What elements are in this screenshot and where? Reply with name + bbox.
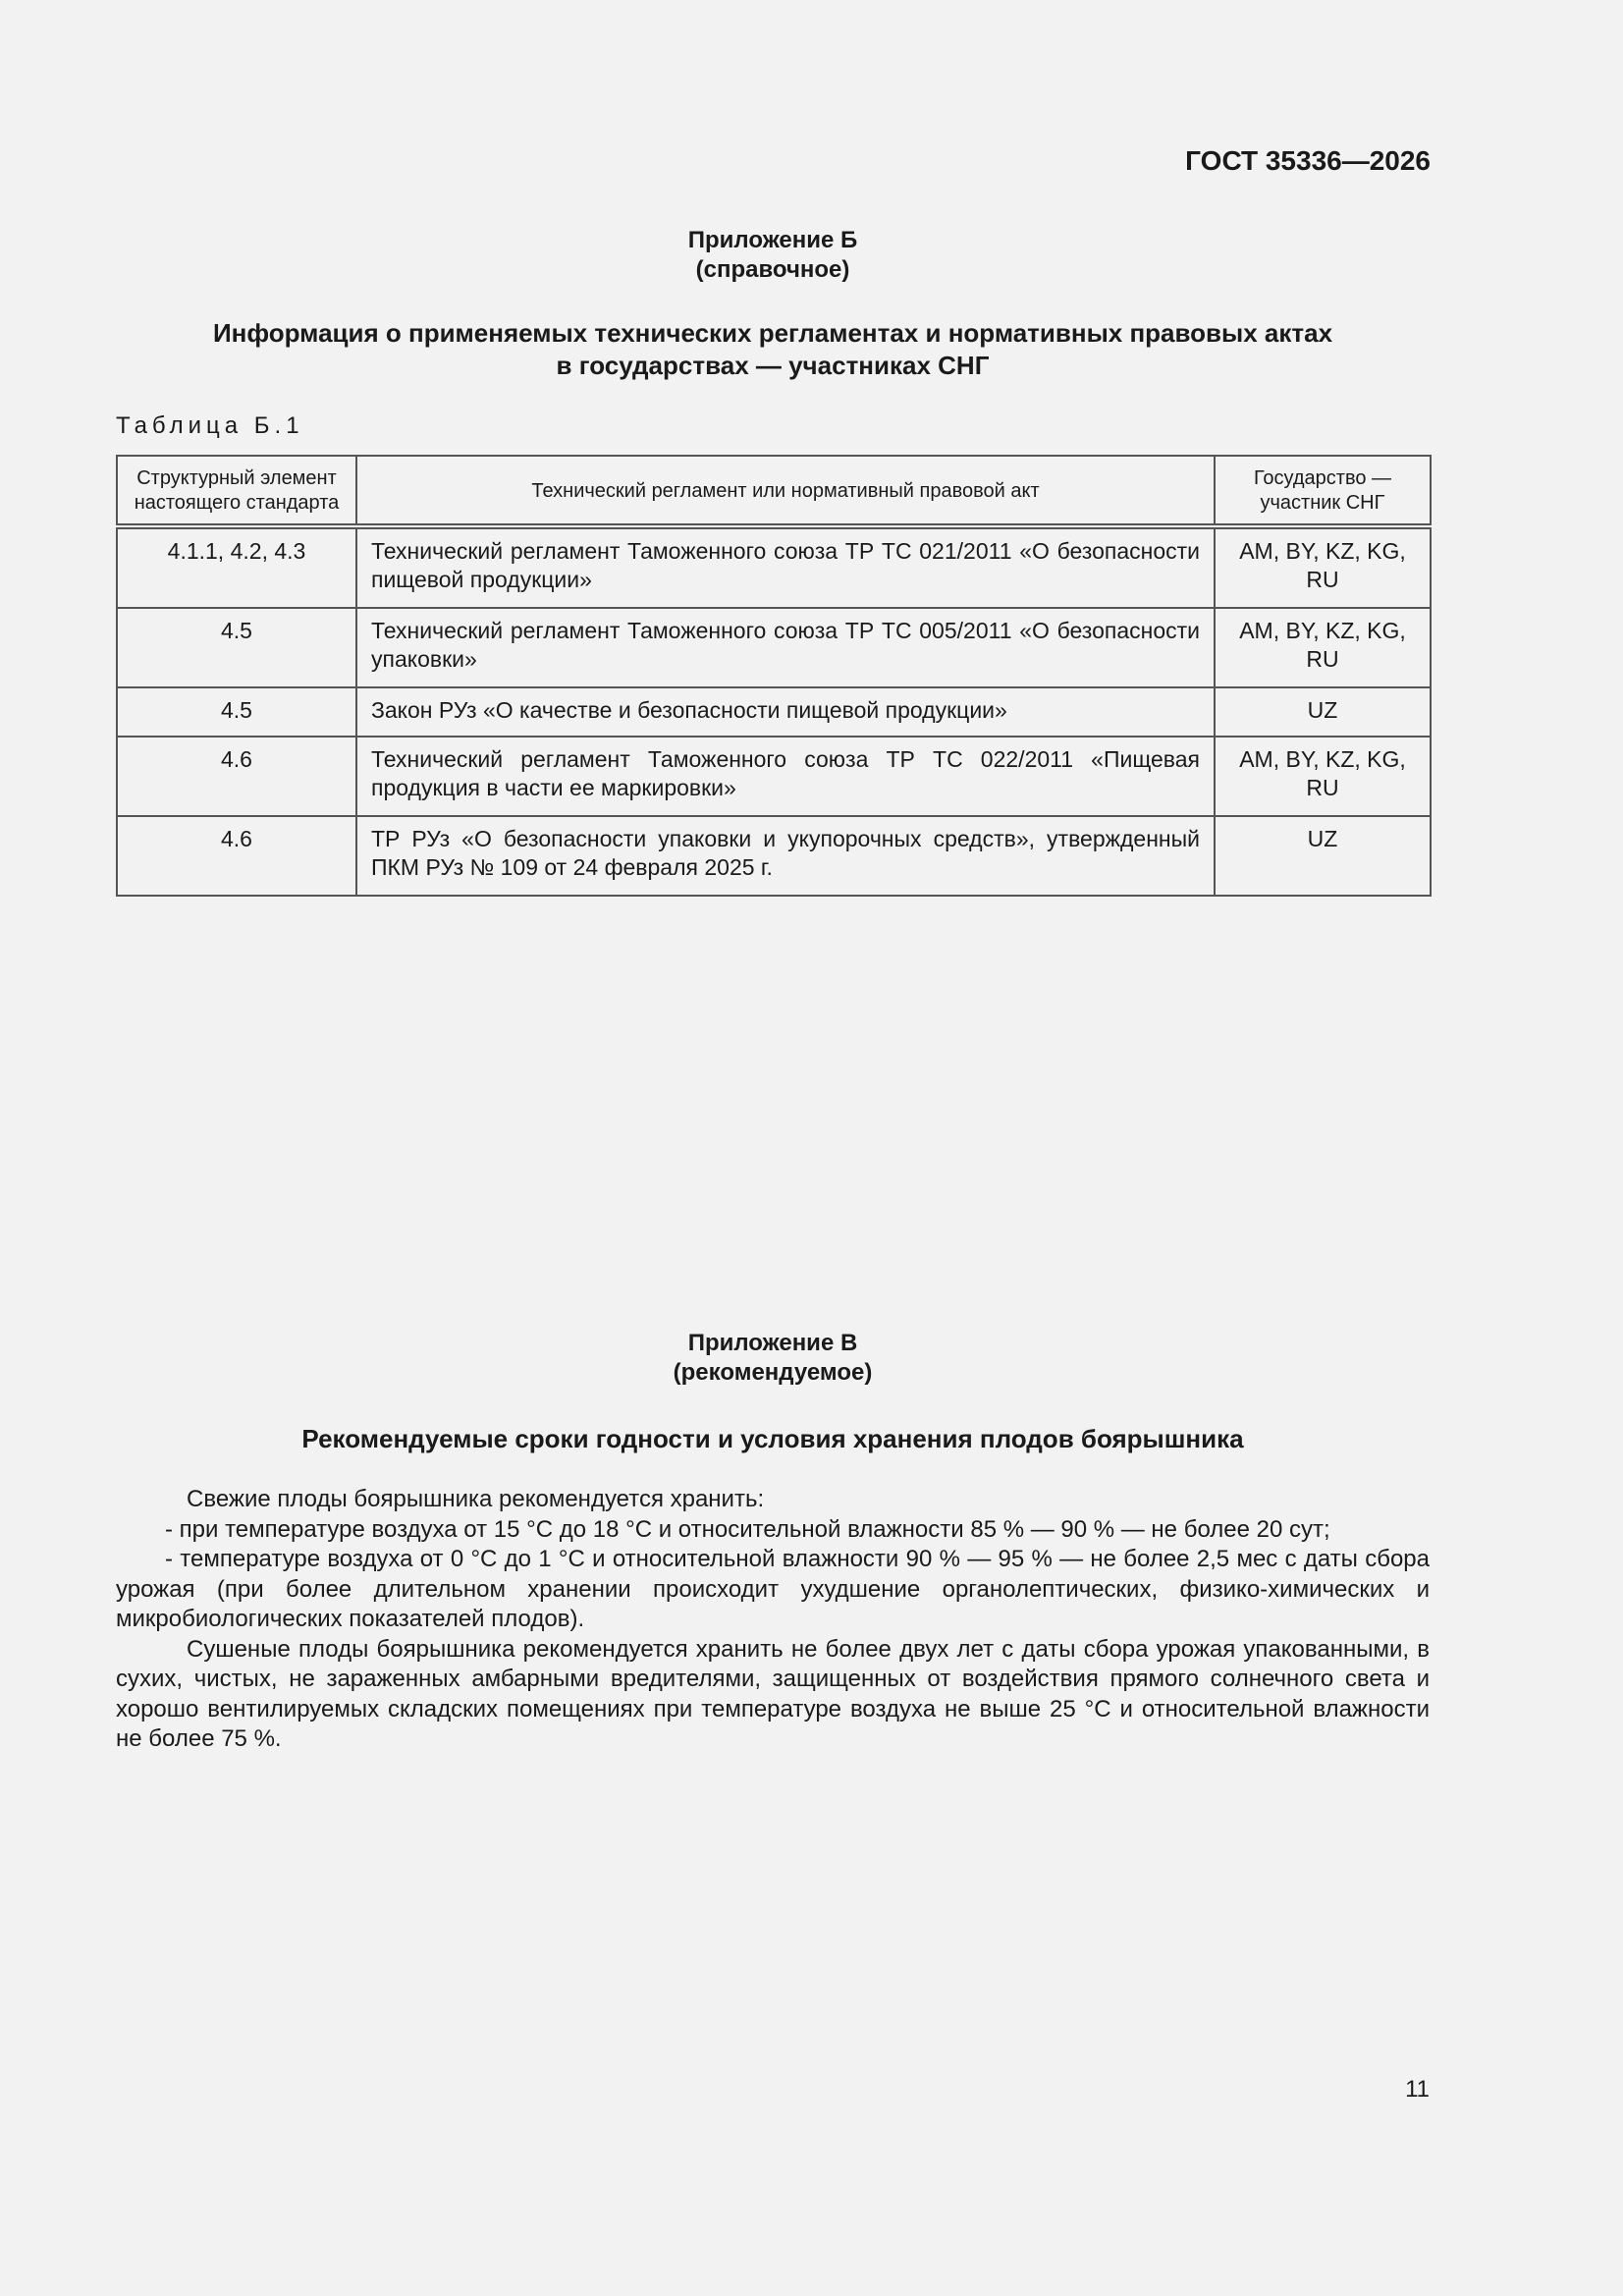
appendix-b-title-block — [116, 226, 1430, 285]
cell-element: 4.6 — [117, 737, 356, 816]
cell-act: Технический регламент Таможенного союза ТР ТС 005/2011 «О безопасности упаковки» — [356, 608, 1215, 687]
cell-act: Закон РУз «О качестве и безопасности пищевой продукции» — [356, 687, 1215, 737]
appendix-b-status: (справочное) — [695, 256, 850, 283]
appendix-v-heading-text: Рекомендуемые сроки годности и условия хранения плодов боярышника — [301, 1424, 1244, 1453]
cell-states: AM, BY, KZ, KG, RU — [1215, 608, 1431, 687]
list-item: - при температуре воздуха от 15 °С до 18 °С и относительной влажности 85 % — 90 % — не более 20 сут; — [165, 1515, 1330, 1543]
cell-states: AM, BY, KZ, KG, RU — [1215, 526, 1431, 608]
regulations-table — [116, 455, 1432, 897]
table-row — [117, 816, 1431, 896]
table-row — [117, 608, 1431, 687]
appendix-b-heading-line2: в государствах — участниках СНГ — [556, 351, 990, 380]
appendix-v-title: Приложение В — [687, 1330, 858, 1356]
page-number: 11 — [1405, 2076, 1430, 2103]
table-header-row — [117, 456, 1431, 526]
appendix-b-title: Приложение Б — [687, 227, 858, 253]
storage-recommendations-text — [116, 1485, 1430, 1755]
cell-element: 4.6 — [117, 816, 356, 896]
appendix-v-title-block — [116, 1329, 1430, 1388]
cell-act: Технический регламент Таможенного союза ТР ТС 021/2011 «О безопасности пищевой продукции» — [356, 526, 1215, 608]
table-row — [117, 687, 1431, 737]
column-header-act: Технический регламент или нормативный правовой акт — [356, 456, 1215, 526]
paragraph: Сушеные плоды боярышника рекомендуется хранить не более двух лет с даты сбора урожая упакованными, в сухих, чистых, не зараженных амбарными вредителями, защищенных от воздействия прямого солнечного света и хорошо вентилируемых складских помещениях при температуре воздуха не выше 25 °С и относительной влажности не более 75 %. — [116, 1635, 1430, 1752]
paragraph: Свежие плоды боярышника рекомендуется хранить: — [187, 1486, 765, 1512]
cell-act: Технический регламент Таможенного союза ТР ТС 022/2011 «Пищевая продукция в части ее маркировки» — [356, 737, 1215, 816]
cell-states: UZ — [1215, 816, 1431, 896]
cell-element: 4.1.1, 4.2, 4.3 — [117, 526, 356, 608]
table-row — [117, 526, 1431, 608]
appendix-v-status: (рекомендуемое) — [673, 1359, 873, 1386]
column-header-element: Структурный элемент настоящего стандарта — [117, 456, 356, 526]
cell-element: 4.5 — [117, 687, 356, 737]
list-item: - температуре воздуха от 0 °С до 1 °С и относительной влажности 90 % — 95 % — не более 2,5 мес с даты сбора урожая (при более длительном хранении происходит ухудшение органолептических, физико-химических и микробиологических показателей плодов). — [116, 1546, 1430, 1632]
appendix-v-heading — [116, 1423, 1430, 1455]
table-caption: Таблица Б.1 — [116, 412, 304, 439]
cell-states: UZ — [1215, 687, 1431, 737]
document-id: ГОСТ 35336—2026 — [1185, 145, 1431, 176]
cell-element: 4.5 — [117, 608, 356, 687]
cell-states: AM, BY, KZ, KG, RU — [1215, 737, 1431, 816]
table-row — [117, 737, 1431, 816]
column-header-state: Государство — участник СНГ — [1215, 456, 1431, 526]
cell-act: ТР РУз «О безопасности упаковки и укупорочных средств», утвержденный ПКМ РУз № 109 от 24 февраля 2025 г. — [356, 816, 1215, 896]
appendix-b-heading-line1: Информация о применяемых технических регламентах и нормативных правовых актах — [212, 318, 1333, 348]
appendix-b-heading — [116, 317, 1430, 382]
